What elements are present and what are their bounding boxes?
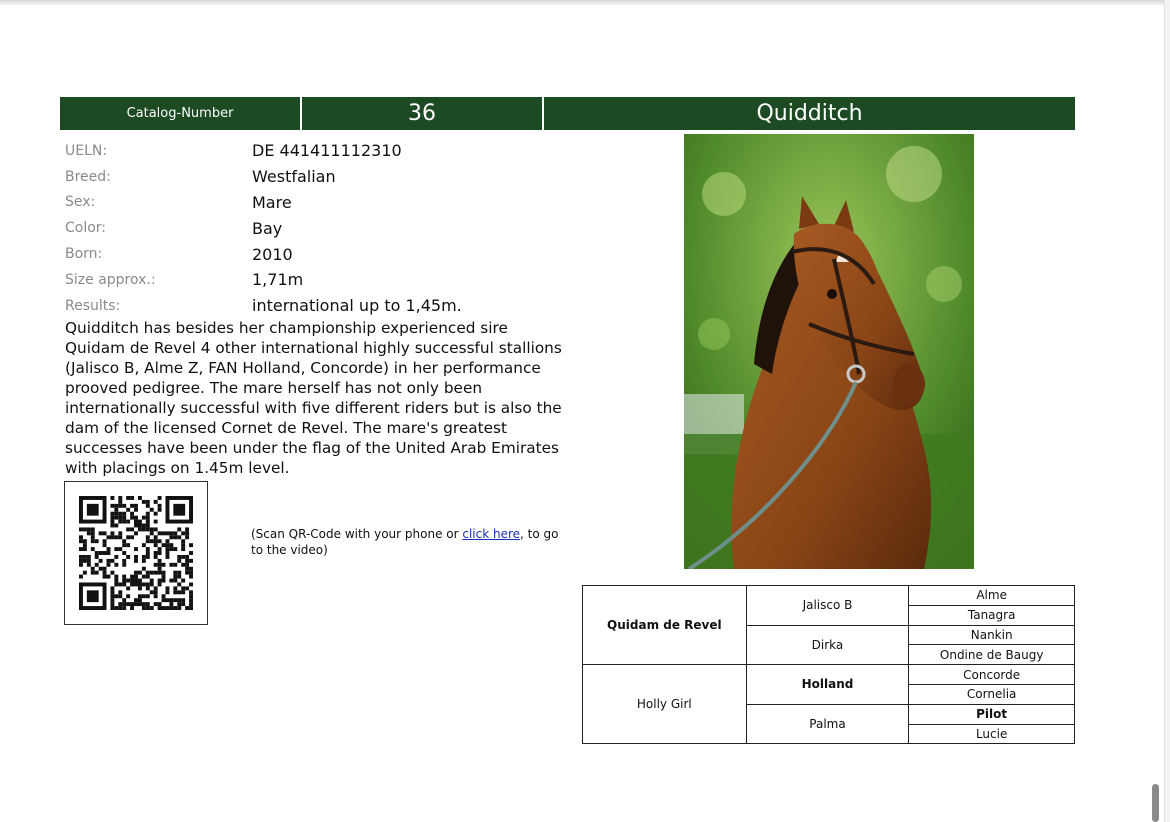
horse-description: Quidditch has besides her championship experienced sire Quidam de Revel 4 other international highly successful stallions (Jalisco B, Alme Z, FAN Holland, Concorde) in her performance prooved pedigree. The mare herself has not only been internationally successful with five different riders but is also the dam of the licensed Cornet de Revel. The mare's greatest successes have been under the flag of the United Arab Emirates with placings on 1.45m level. — [65, 319, 562, 477]
pedigree-sire: Quidam de Revel — [583, 586, 747, 665]
pedigree-dam: Holly Girl — [583, 665, 747, 744]
pedigree-table — [582, 585, 1075, 744]
scrollbar-track[interactable] — [1164, 0, 1170, 822]
detail-row-size — [65, 267, 565, 293]
scrollbar-thumb[interactable] — [1152, 784, 1159, 822]
detail-value: 2010 — [252, 244, 293, 264]
pedigree-dam-dam: Palma — [746, 704, 909, 744]
detail-row-breed — [65, 164, 565, 190]
detail-value: Westfalian — [252, 167, 336, 187]
detail-row-sex — [65, 190, 565, 216]
detail-label: Results: — [65, 297, 121, 314]
qr-note-after: , to go to the video) — [251, 527, 559, 557]
horse-name: Quidditch — [544, 97, 1075, 130]
catalog-number-label: Catalog-Number — [60, 97, 300, 130]
pedigree-gen3-8: Lucie — [909, 724, 1075, 744]
detail-row-color — [65, 215, 565, 241]
detail-row-results — [65, 293, 565, 319]
detail-value: international up to 1,45m. — [252, 296, 462, 316]
pedigree-gen3-7: Pilot — [909, 704, 1075, 724]
qr-code-icon — [79, 496, 193, 610]
detail-row-born — [65, 241, 565, 267]
detail-label: Color: — [65, 220, 107, 237]
pedigree-sire-sire: Jalisco B — [746, 586, 909, 626]
video-link[interactable]: click here — [462, 527, 521, 541]
detail-label: UELN: — [65, 142, 108, 159]
pedigree-sire-dam: Dirka — [746, 625, 909, 665]
detail-value: Mare — [252, 192, 292, 212]
detail-value: DE 441411112310 — [252, 141, 402, 161]
window-top-edge — [0, 0, 1170, 5]
horse-photo — [684, 134, 974, 569]
pedigree-gen3-6: Cornelia — [909, 684, 1075, 704]
detail-label: Size approx.: — [65, 271, 156, 288]
detail-row-ueln — [65, 138, 565, 164]
detail-value: 1,71m — [252, 270, 304, 290]
catalog-number: 36 — [302, 97, 542, 130]
detail-value: Bay — [252, 218, 283, 238]
detail-label: Sex: — [65, 194, 96, 211]
pedigree-gen3-4: Ondine de Baugy — [909, 645, 1075, 665]
horse-details — [65, 138, 565, 319]
pedigree-gen3-5: Concorde — [909, 665, 1075, 685]
horse-photo-icon — [684, 134, 974, 569]
catalog-header — [60, 97, 1075, 130]
pedigree-dam-sire: Holland — [746, 665, 909, 705]
detail-label: Breed: — [65, 168, 111, 185]
detail-label: Born: — [65, 246, 103, 263]
pedigree-gen3-1: Alme — [909, 586, 1075, 606]
qr-code[interactable] — [64, 481, 208, 625]
qr-instructions — [251, 526, 571, 558]
qr-note-before: (Scan QR-Code with your phone or — [251, 527, 463, 541]
pedigree-gen3-2: Tanagra — [909, 605, 1075, 625]
pedigree-gen3-3: Nankin — [909, 625, 1075, 645]
